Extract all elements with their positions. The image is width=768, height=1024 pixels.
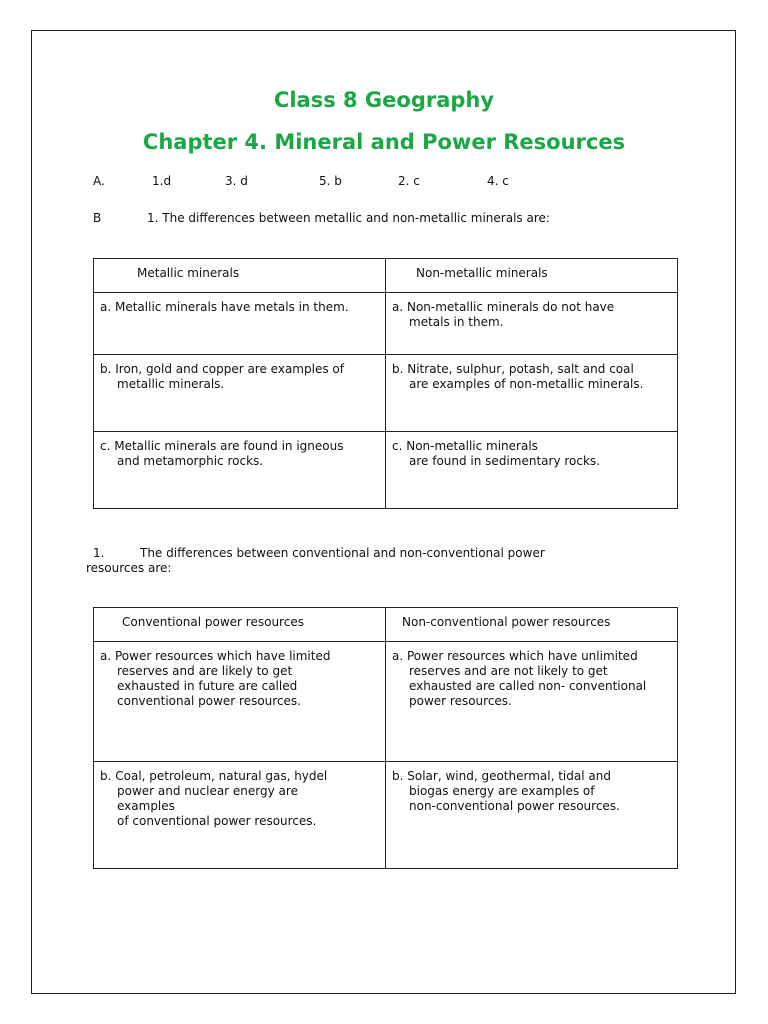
table-cell	[94, 642, 386, 762]
document-title: Class 8 Geography	[273, 88, 495, 112]
table-row	[94, 355, 678, 432]
cell-text: metals in them.	[409, 315, 504, 329]
answer-item: 1.d	[152, 174, 172, 188]
cell-text: of conventional power resources.	[117, 814, 317, 828]
cell-text: b. Coal, petroleum, natural gas, hydel	[100, 769, 328, 783]
answer-item: 2. c	[398, 174, 420, 188]
table-row	[94, 432, 678, 509]
cell-text: a. Power resources which have unlimited	[392, 649, 638, 663]
cell-text: non-conventional power resources.	[409, 799, 620, 813]
cell-text: conventional power resources.	[117, 694, 301, 708]
cell-text: exhausted in future are called	[117, 679, 298, 693]
cell-text: b. Iron, gold and copper are examples of	[100, 362, 344, 376]
cell-text: biogas energy are examples of	[409, 784, 595, 798]
table-row	[94, 762, 678, 869]
table-row	[94, 293, 678, 355]
table-header-cell: Metallic minerals	[94, 259, 386, 293]
cell-text: c. Non-metallic minerals	[392, 439, 538, 453]
answers-label: A.	[93, 174, 105, 188]
table-cell	[386, 432, 678, 509]
cell-text: are examples of non-metallic minerals.	[409, 377, 644, 391]
table-header-row	[94, 259, 678, 293]
cell-text: b. Solar, wind, geothermal, tidal and	[392, 769, 611, 783]
table-row	[94, 642, 678, 762]
table-header-cell: Non-metallic minerals	[386, 259, 678, 293]
table-cell	[386, 762, 678, 869]
cell-text: examples	[117, 799, 175, 813]
cell-text: are found in sedimentary rocks.	[409, 454, 600, 468]
table-cell	[94, 762, 386, 869]
table-cell	[94, 293, 386, 355]
minerals-table	[93, 258, 678, 509]
table-cell	[386, 642, 678, 762]
cell-text: reserves and are likely to get	[117, 664, 293, 678]
cell-text: reserves and are not likely to get	[409, 664, 608, 678]
answer-item: 3. d	[225, 174, 248, 188]
table-cell	[94, 432, 386, 509]
cell-text: a. Non-metallic minerals do not have	[392, 300, 615, 314]
table-header-cell: Non-conventional power resources	[386, 608, 678, 642]
section-b-intro: 1. The differences between metallic and non-metallic minerals are:	[147, 211, 550, 225]
cell-text: a. Power resources which have limited	[100, 649, 331, 663]
section-2-number: 1.	[93, 546, 105, 560]
power-resources-table	[93, 607, 678, 869]
cell-text: b. Nitrate, sulphur, potash, salt and coal	[392, 362, 634, 376]
answer-item: 5. b	[319, 174, 342, 188]
cell-text: exhausted are called non- conventional	[409, 679, 647, 693]
table-cell	[386, 293, 678, 355]
table-cell	[94, 355, 386, 432]
cell-text: a. Metallic minerals have metals in them.	[100, 300, 349, 314]
cell-text: c. Metallic minerals are found in igneous	[100, 439, 344, 453]
table-header-cell: Conventional power resources	[94, 608, 386, 642]
answer-item: 4. c	[487, 174, 509, 188]
chapter-title: Chapter 4. Mineral and Power Resources	[142, 130, 626, 154]
cell-text: and metamorphic rocks.	[117, 454, 264, 468]
cell-text: metallic minerals.	[117, 377, 225, 391]
table-cell	[386, 355, 678, 432]
section-2-line1: The differences between conventional and non-conventional power	[140, 546, 545, 560]
cell-text: power and nuclear energy are	[117, 784, 298, 798]
cell-text: power resources.	[409, 694, 512, 708]
section-b-label: B	[93, 211, 102, 225]
section-2-line2: resources are:	[86, 561, 172, 575]
table-header-row	[94, 608, 678, 642]
